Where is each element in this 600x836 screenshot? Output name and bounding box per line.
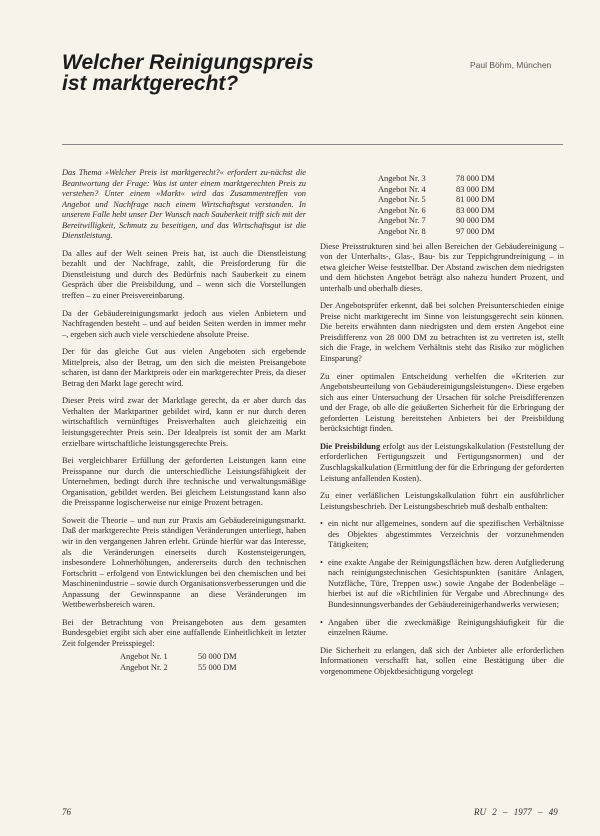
offer-label: Angebot Nr. 6 [378,205,426,215]
body-paragraph: Soweit die Theorie – und nun zur Praxis am Gebäudereinigungsmarkt. Daß der marktgerechte Preis ständigen Veränderungen unterliegt, haben wir in den vergangenen Jahren erlebt. Gründe hierfür war das Interesse, als die Veränderungen einerseits durch Kostensteigerungen, insbesondere Lohnerhöhungen, andererseits durch den technischen Fortschritt – erfolgend von Entwicklungen bei den chemischen und bei Maschinenindustrie – sowie durch Organisationsverbesserungen und die Anpassung der Gewinnspanne an diese Veränderungen im Wettbewerbsbereich waren. [62,515,306,610]
offer-value: 83 000 DM [456,205,495,215]
body-paragraph: Diese Preisstrukturen sind bei allen Bereichen der Gebäudereinigung – von der Unterhalts-, Glas-, Bau- bis zur Teppichgrundreinigung – in etwa gleicher Weise feststellbar. Der Abstand zwischen dem niedrigsten und dem höchsten Angebot beträgt also nahezu hundert Prozent, und unterhalb und oberhalb dieses. [320,241,564,293]
header-divider [62,144,563,145]
bullet-text: Angaben über die zweckmäßige Reinigungshäufigkeit für die einzelnen Räume. [328,617,564,638]
offer-value: 78 000 DM [456,174,495,183]
body-paragraph: Dieser Preis wird zwar der Marktlage gerecht, da er aber durch das Verhalten der Marktpartner gebildet wird, kann er nur durch deren wirtschaftlich vernünftiges Preisverhalten auch gleichzeitig ein leistungsgerechter Preis sein. Der Idealpreis ist somit der am Markt erzielbare wirtschaftliche leistungsgerechte Preis. [62,396,306,448]
offer-row [120,652,306,663]
bullet-icon: • [320,557,323,567]
author: Paul Böhm, München [470,60,552,70]
journal-reference: RU 2 – 1977 – 49 [474,807,558,817]
offer-row [120,663,306,674]
bullet-item [320,558,564,611]
offer-list [378,174,564,238]
title-line-1: Welcher Reinigungspreis [62,51,314,74]
offer-value: 83 000 DM [456,184,495,194]
body-paragraph: Zu einer optimalen Entscheidung verhelfen die »Kriterien zur Angebotsbeurteilung von Gebäudereinigungsleistungen«. Diese ergeben sich aus einer Untersuchung der Ursachen für solche Preisdifferenzen und der Frage, ob alle die geäußerten Sicherheit für die Erbringung der geforderten Leistung bereitstehen Anbieters bei der Preisbildung berücksichtigt finden. [320,371,564,434]
body-paragraph: Da alles auf der Welt seinen Preis hat, ist auch die Dienstleistung bezahlt und der Nachfrage, zahlt, die Preisforderung für die Dienstleistung und durch des Bedürfnis nach Sauberkeit zu einem Gespräch über die Preisbildung, und – wenn sich die Vorstellungen treffen – zu einer Preisvereinbarung. [62,248,306,301]
right-column [320,174,564,684]
offer-row [378,185,564,196]
offer-list [120,652,306,673]
offer-label: Angebot Nr. 3 [378,174,426,183]
subheading-text: erfolgt aus der Leistungskalkulation (Feststellung der erforderlichen Fertigungszeit und Fertigungsnormen) und der Zuschlagskalkulation (Ermittlung der für die Erbringung der geforderten Leistung anfallenden Kosten). [320,441,564,483]
offer-value: 97 000 DM [456,226,495,236]
offer-label: Angebot Nr. 5 [378,195,426,205]
bullet-item [320,618,564,639]
body-paragraph [320,442,564,484]
offer-row [378,174,564,185]
offer-row [378,227,564,238]
offer-row [378,195,564,206]
page-number: 76 [62,807,71,817]
lead-paragraph: Das Thema »Welcher Preis ist marktgerecht?« erfordert zu-nächst die Beantwortung der Frage: Was ist unter einem marktgerechten Preis zu verstehen? Unter einem »Markt« wird das Zusammentreffen von Angebot und Nachfrage nach einem Wirtschaftsgut verstanden. In unserem Falle hebt unser Der Wunsch nach Sauberkeit trifft sich mit der Bereitwilligkeit, Schmutz zu beseitigen, und das Wirtschaftsgut ist die Dienstleistung. [62,168,306,241]
body-paragraph: Der für das gleiche Gut aus vielen Angeboten sich ergebende Mittelpreis, also der Betrag, um den sich die meisten Preisangebote scharen, ist dann der Marktpreis oder ein marktgerechter Preis, da dieser Betrag den Markt lage gerecht wird. [62,347,306,388]
bullet-icon: • [320,519,323,529]
bullet-icon: • [320,617,323,627]
offer-label: Angebot Nr. 8 [378,226,426,236]
body-paragraph: Der Angebotsprüfer erkennt, daß bei solchen Preisunterschieden einige Preise nicht marktgerecht im Sinne von leistungsgerecht sein können. Die bereits erwähnten dann niedrigsten und dem ersten Angebot eine Preisdifferenz von 28 000 DM zu betrachten ist zu vertreten ist, stellt sich die Frage, in welchem Verhältnis steht das Risiko zur möglichen Einsparung? [320,301,564,364]
offer-label: Angebot Nr. 4 [378,184,426,194]
body-paragraph: Zu einer verläßlichen Leistungskalkulation führt ein ausführlicher Leistungsbeschrieb. Der Leistungsbeschrieb muß deshalb enthalten: [320,491,564,511]
body-paragraph: Da der Gebäudereinigungsmarkt jedoch aus vielen Anbietern und Nachfragenden besteht – und auf beiden Seiten werden in immer mehr –, ergeben sich auch viele verschiedene absolute Preise. [62,308,306,339]
left-column [62,168,306,678]
title-line-2: ist marktgerecht? [62,72,239,95]
offer-label: Angebot Nr. 2 [120,663,168,673]
offer-label: Angebot Nr. 1 [120,652,168,662]
bullet-item [320,519,564,551]
offer-row [378,206,564,217]
body-paragraph: Die Sicherheit zu erlangen, daß sich der Anbieter alle erforderlichen Informationen verschafft hat, sollen eine Bestätigung über die vorgenommene Objektbesichtigung vorgelegt [320,645,564,676]
bullet-text: eine exakte Angabe der Reinigungsflächen bzw. deren Aufgliederung nach reinigungstechnischen Gesichtspunkten (sanitäre Anlagen, Nutzfläche, Türe, Treppen usw.) sowie Angabe der Bodenbeläge – hierbei ist auf die »Richtlinien für Vergabe und Abrechnung« des Bundesinnungsverbandes der Gebäudereinigerhandwerks verwiesen; [328,557,564,609]
offer-value: 50 000 DM [198,652,237,662]
article-title [62,52,314,94]
subheading: Die Preisbildung [320,441,381,451]
offer-value: 55 000 DM [198,663,237,673]
offer-label: Angebot Nr. 7 [378,216,426,226]
offer-value: 81 000 DM [456,195,495,205]
body-paragraph: Bei der Betrachtung von Preisangeboten aus dem gesamten Bundesgebiet ergibt sich aber eine auffallende Einheitlichkeit in letzter Zeit folgender Preisspiegel: [62,617,306,648]
offer-row [378,216,564,227]
bullet-text: ein nicht nur allgemeines, sondern auf die spezifischen Verhältnisse des Objektes abgestimmtes Verzeichnis der vorzunehmenden Tätigkeiten; [328,519,564,550]
offer-value: 90 000 DM [456,216,495,226]
body-paragraph: Bei vergleichbarer Erfüllung der geforderten Leistungen kann eine Preisspanne nur durch die unterschiedliche Leistungsfähigkeit der Unternehmen, bedingt durch ihre technische und verwaltungsmäßige Organisation, gebildet werden. Bei gleichem Leistungsstand kann also die Preisspanne logischerweise nur einige Prozent betragen. [62,456,306,508]
